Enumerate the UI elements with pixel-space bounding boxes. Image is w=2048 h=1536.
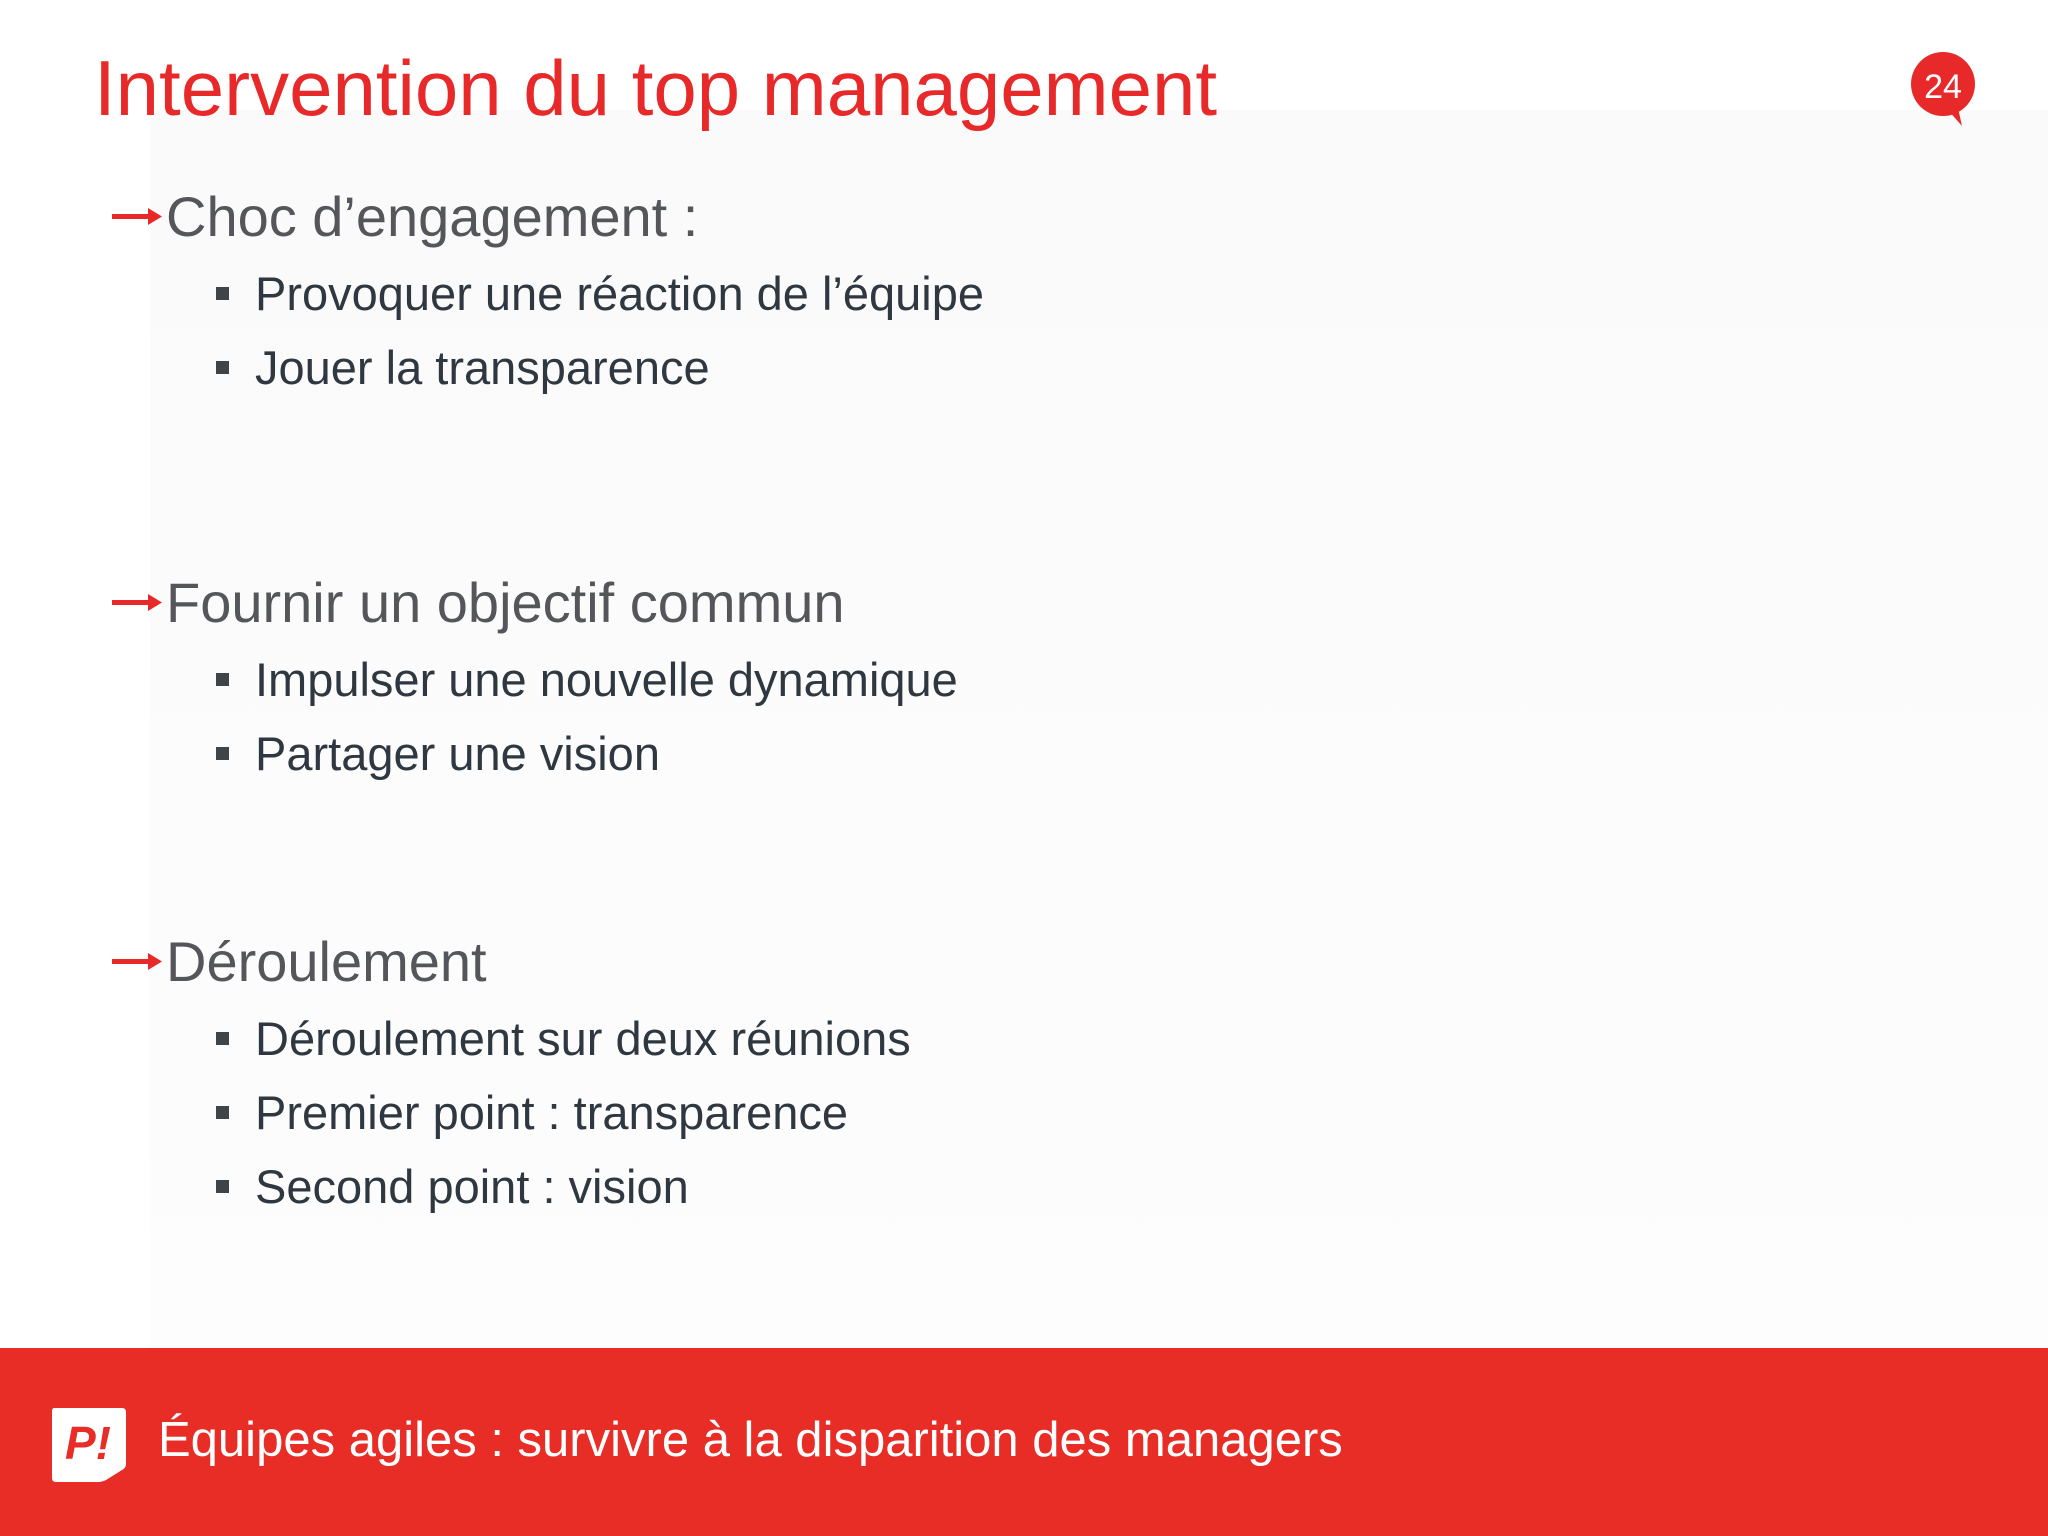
page-number: 24 (1924, 68, 1962, 106)
right-arrow-icon (112, 206, 162, 226)
section-objectif-commun (112, 562, 1712, 790)
section-deroulement (112, 921, 1712, 1223)
list-item (112, 1075, 1712, 1149)
bullet-list (112, 1001, 1712, 1223)
square-bullet-icon (216, 673, 229, 686)
list-item (112, 256, 1712, 330)
footer-logo-text: P! (65, 1417, 111, 1469)
list-item (112, 1149, 1712, 1223)
footer-text: Équipes agiles : survivre à la disparition des managers (158, 1413, 1343, 1467)
section-heading: Fournir un objectif commun (166, 570, 845, 634)
section-heading: Déroulement (166, 929, 487, 993)
square-bullet-icon (216, 1106, 229, 1119)
right-arrow-icon (112, 951, 162, 971)
square-bullet-icon (216, 287, 229, 300)
square-bullet-icon (216, 1032, 229, 1045)
section-choc-engagement (112, 176, 1712, 404)
list-item (112, 716, 1712, 790)
bullet-text: Provoquer une réaction de l’équipe (255, 266, 985, 320)
square-bullet-icon (216, 747, 229, 760)
brand-logo-icon (48, 1404, 128, 1484)
footer-bar (0, 1348, 2048, 1536)
bullet-list (112, 642, 1712, 790)
section-heading: Choc d’engagement : (166, 184, 699, 248)
page-number-badge (1906, 52, 1980, 126)
bullet-list (112, 256, 1712, 404)
section-heading-row (112, 562, 1712, 642)
slide-title: Intervention du top management (94, 44, 1218, 132)
section-heading-row (112, 921, 1712, 1001)
bullet-text: Jouer la transparence (255, 340, 710, 394)
bullet-text: Second point : vision (255, 1159, 689, 1213)
list-item (112, 330, 1712, 404)
bullet-text: Premier point : transparence (255, 1085, 849, 1139)
square-bullet-icon (216, 361, 229, 374)
section-heading-row (112, 176, 1712, 256)
right-arrow-icon (112, 592, 162, 612)
bullet-text: Partager une vision (255, 726, 660, 780)
list-item (112, 642, 1712, 716)
bullet-text: Déroulement sur deux réunions (255, 1011, 911, 1065)
list-item (112, 1001, 1712, 1075)
bullet-text: Impulser une nouvelle dynamique (255, 652, 958, 706)
square-bullet-icon (216, 1180, 229, 1193)
